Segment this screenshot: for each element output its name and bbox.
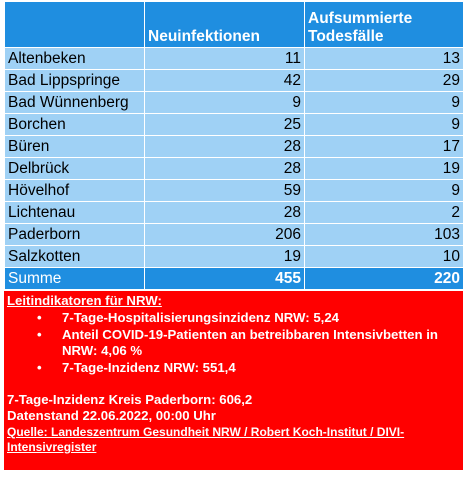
spacer (7, 377, 460, 392)
municipality-name: Paderborn (5, 224, 145, 246)
new-infections-value: 28 (145, 136, 305, 158)
table-row (5, 246, 464, 268)
header-cumulative-deaths: Aufsummierte Todesfälle (305, 2, 464, 48)
new-infections-value: 28 (145, 202, 305, 224)
new-infections-value: 206 (145, 224, 305, 246)
new-infections-value: 28 (145, 158, 305, 180)
deaths-value: 29 (305, 70, 464, 92)
sum-row (5, 268, 464, 290)
data-date: Datenstand 22.06.2022, 00:00 Uhr (7, 408, 216, 423)
bullet-icon: • (37, 327, 42, 342)
sum-new-infections: 455 (145, 268, 305, 290)
header-municipality (5, 2, 145, 48)
indicator-list (7, 310, 460, 376)
new-infections-value: 19 (145, 246, 305, 268)
deaths-value: 9 (305, 114, 464, 136)
district-incidence: 7-Tage-Inzidenz Kreis Paderborn: 606,2 (7, 392, 253, 407)
table-row (5, 180, 464, 202)
table-row (5, 114, 464, 136)
bullet-icon: • (37, 360, 42, 375)
new-infections-value: 11 (145, 48, 305, 70)
new-infections-value: 9 (145, 92, 305, 114)
sum-label: Summe (5, 268, 145, 290)
table-row (5, 92, 464, 114)
municipality-name: Lichtenau (5, 202, 145, 224)
deaths-value: 9 (305, 92, 464, 114)
municipality-name: Bad Lippspringe (5, 70, 145, 92)
indicator-text: 7-Tage-Hospitalisierungsinzidenz NRW: 5,24 (62, 310, 339, 325)
table-row (5, 70, 464, 92)
deaths-value: 103 (305, 224, 464, 246)
new-infections-value: 59 (145, 180, 305, 202)
municipality-name: Delbrück (5, 158, 145, 180)
deaths-value: 9 (305, 180, 464, 202)
new-infections-value: 42 (145, 70, 305, 92)
sum-deaths: 220 (305, 268, 464, 290)
municipality-table (4, 1, 464, 290)
indicators-heading: Leitindikatoren für NRW: (7, 293, 162, 308)
municipality-name: Hövelhof (5, 180, 145, 202)
table-row (5, 158, 464, 180)
table-row (5, 202, 464, 224)
source-note: Quelle: Landeszentrum Gesundheit NRW / Robert Koch-Institut / DIVI-Intensivregister (7, 425, 405, 454)
deaths-value: 17 (305, 136, 464, 158)
table-row (5, 224, 464, 246)
indicator-text: Anteil COVID-19-Patienten an betreibbaren Intensivbetten in NRW: 4,06 % (62, 327, 438, 358)
list-item (37, 360, 460, 376)
list-item (37, 310, 460, 326)
table-row (5, 48, 464, 70)
deaths-value: 2 (305, 202, 464, 224)
covid-statistics-panel (4, 1, 463, 470)
list-item (37, 327, 460, 359)
indicator-text: 7-Tage-Inzidenz NRW: 551,4 (62, 360, 236, 375)
municipality-name: Bad Wünnenberg (5, 92, 145, 114)
header-new-infections: Neuinfektionen (145, 2, 305, 48)
deaths-value: 19 (305, 158, 464, 180)
new-infections-value: 25 (145, 114, 305, 136)
table-row (5, 136, 464, 158)
municipality-name: Salzkotten (5, 246, 145, 268)
deaths-value: 10 (305, 246, 464, 268)
indicator-info-box (4, 290, 463, 470)
bullet-icon: • (37, 310, 42, 325)
table-header-row (5, 2, 464, 48)
municipality-name: Altenbeken (5, 48, 145, 70)
municipality-name: Borchen (5, 114, 145, 136)
municipality-name: Büren (5, 136, 145, 158)
deaths-value: 13 (305, 48, 464, 70)
